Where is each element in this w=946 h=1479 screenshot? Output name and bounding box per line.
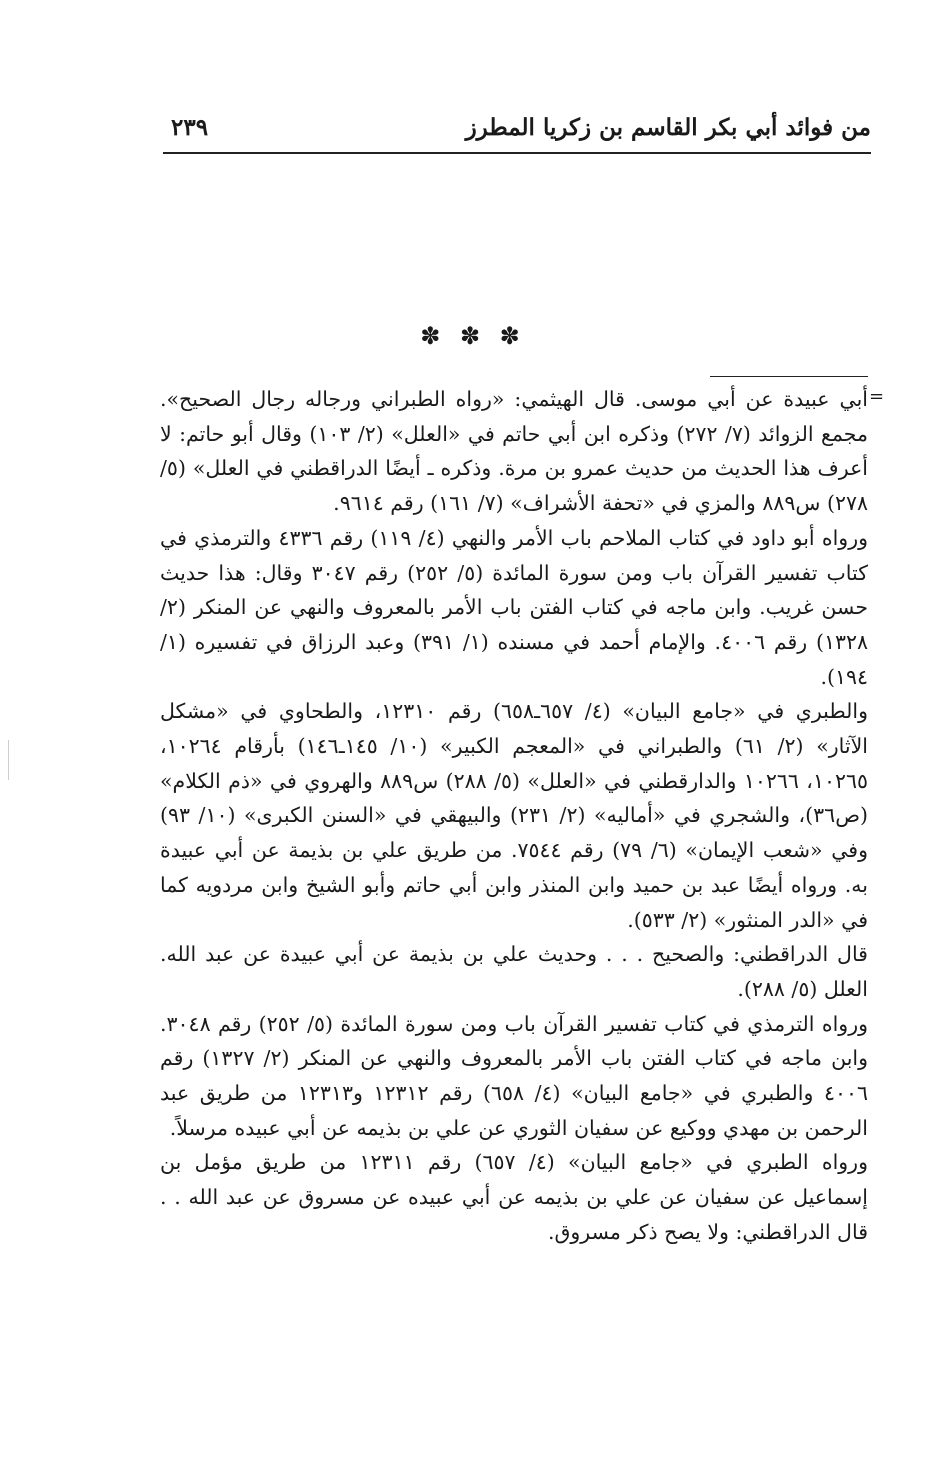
footnote-paragraph: أبي عبيدة عن أبي موسى. قال الهيثمي: «رواه الطبراني ورجاله رجال الصحيح». مجمع الزوائد (٧/ ٢٧٢) وذكره ابن أبي حاتم في «العلل» (٢/ ١٠٣) وقال أبو حاتم: لا أعرف هذا الحديث من حديث عمرو بن مرة. وذكره ـ أيضًا الدراقطني في العلل» (٥/ ٢٧٨) س٨٨٩ والمزي في «تحفة الأشراف» (٧/ ١٦١) رقم ٩٦١٤. [160, 387, 869, 516]
scan-margin-line [8, 740, 9, 780]
footnote-paragraph: ورواه أبو داود في كتاب الملاحم باب الأمر والنهي (٤/ ١١٩) رقم ٤٣٣٦ والترمذي في كتاب تفسير القرآن باب ومن سورة المائدة (٥/ ٢٥٢) رقم ٣٠٤٧ وقال: هذا حديث حسن غريب. وابن ماجه في كتاب الفتن باب الأمر بالمعروف والنهي عن المنكر (٢/ ١٣٢٨) رقم ٤٠٠٦. والإمام أحمد في مسنده (١/ ٣٩١) وعبد الرزاق في تفسيره (١/ ١٩٤). [160, 525, 869, 689]
footnote-separator [710, 376, 868, 377]
footnote-paragraph: ورواه الطبري في «جامع البيان» (٤/ ٦٥٧) رقم ١٢٣١١ من طريق مؤمل بن إسماعيل عن سفيان عن علي بن بذيمه عن أبي عبيده عن مسروق عن عبد الله . . قال الدراقطني: ولا يصح ذكر مسروق. [160, 1150, 868, 1244]
footnote-continuation-mark: = [869, 386, 885, 407]
footnote-paragraph: والطبري في «جامع البيان» (٤/ ٦٥٧ـ٦٥٨) رقم ١٢٣١٠، والطحاوي في «مشكل الآثار» (٢/ ٦١) والطبراني في «المعجم الكبير» (١٠/ ١٤٥ـ١٤٦) بأرقام ١٠٢٦٤، ١٠٢٦٥، ١٠٢٦٦ والدارقطني في «العلل» (٥/ ٢٨٨) س٨٨٩ والهروي في «ذم الكلام» (ص٣٦)، والشجري في «أماليه» (٢/ ٢٣١) والبيهقي في «السنن الكبرى» (١٠/ ٩٣) وفي «شعب الإيمان» (٦/ ٧٩) رقم ٧٥٤٤. من طريق علي بن بذيمة عن أبي عبيدة به. ورواه أيضًا عبد بن حميد وابن المنذر وابن أبي حاتم وأبو الشيخ وابن مردويه كما في «الدر المنثور» (٢/ ٥٣٣). [160, 699, 868, 932]
page-number: ٢٣٩ [171, 114, 209, 141]
footnotes [160, 382, 868, 1250]
footnote-paragraph: ورواه الترمذي في كتاب تفسير القرآن باب ومن سورة المائدة (٥/ ٢٥٢) رقم ٣٠٤٨. وابن ماجه في كتاب الفتن باب الأمر بالمعروف والنهي عن المنكر (٢/ ١٣٢٧) رقم ٤٠٠٦ والطبري في «جامع البيان» (٤/ ٦٥٨) رقم ١٢٣١٢ و١٢٣١٣ من طريق عبد الرحمن بن مهدي ووكيع عن سفيان الثوري عن علي بن بذيمه عن أبي عبيده مرسلاً. [160, 1011, 869, 1140]
footnote-paragraph: قال الدراقطني: والصحيح . . . وحديث علي بن بذيمة عن أبي عبيدة عن عبد الله. العلل (٥/ ٢٨٨). [160, 942, 868, 1001]
page-header [163, 112, 871, 154]
section-divider: ✽ ✽ ✽ [420, 322, 526, 350]
running-title: من فوائد أبي بكر القاسم بن زكريا المطرز [465, 114, 871, 141]
